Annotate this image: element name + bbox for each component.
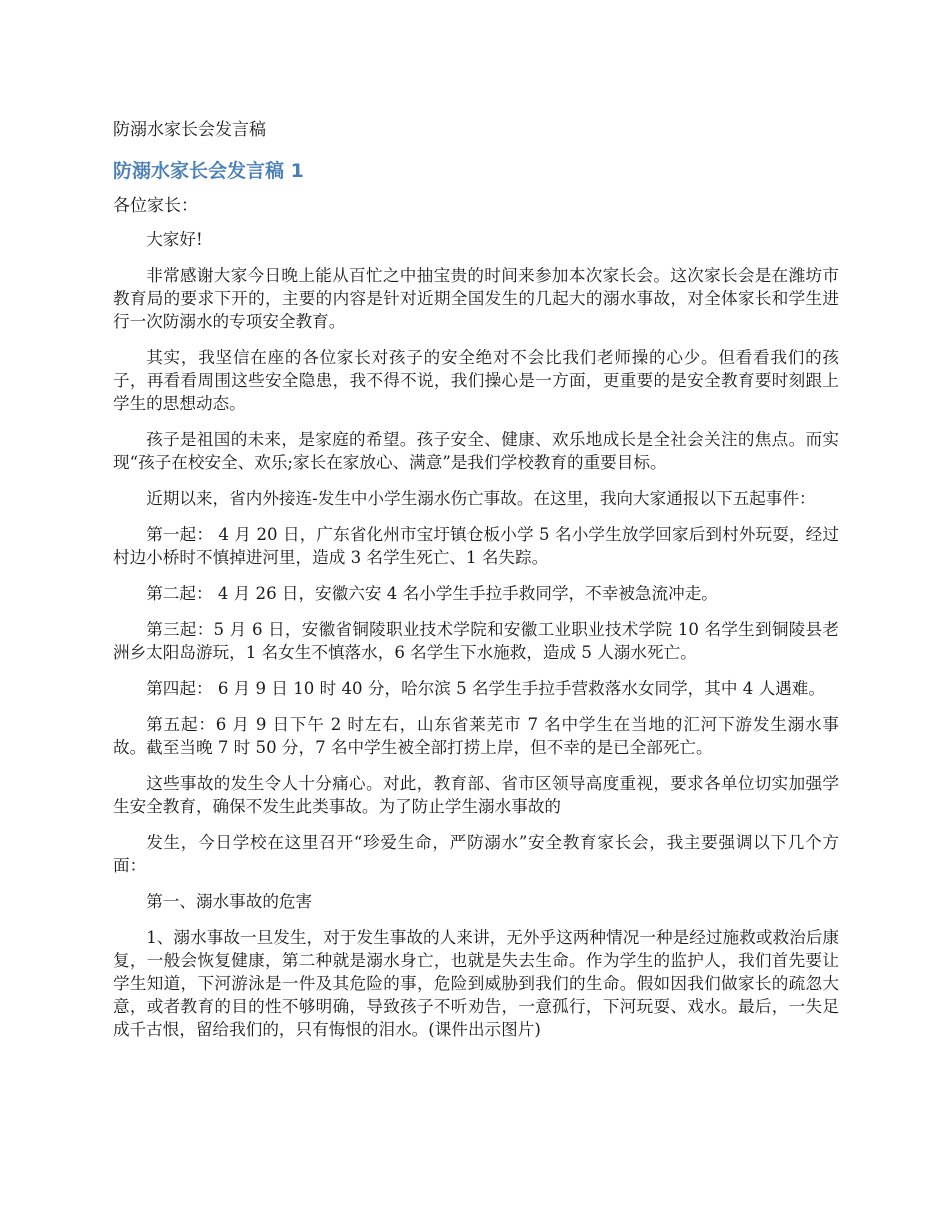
paragraph-meeting-purpose: 发生，今日学校在这里召开“珍爱生命，严防溺水”安全教育家长会，我主要强调以下几个方面：	[113, 833, 839, 875]
paragraph-future: 孩子是祖国的未来，是家庭的希望。孩子安全、健康、欢乐地成长是全社会关注的焦点。而实现“孩子在校安全、欢乐;家长在家放心、满意”是我们学校教育的重要目标。	[113, 430, 839, 472]
paragraph-response: 这些事故的发生令人十分痛心。对此，教育部、省市区领导高度重视，要求各单位切实加强学生安全教育，确保不发生此类事故。为了防止学生溺水事故的	[113, 774, 839, 816]
paragraph-event-4: 第四起： 6 月 9 日 10 时 40 分，哈尔滨 5 名学生手拉手营救落水女同学，其中 4 人遇难。	[146, 679, 825, 698]
paragraph-point-1-heading: 第一、溺水事故的危害	[146, 892, 313, 911]
paragraph-event-1: 第一起： 4 月 20 日，广东省化州市宝圩镇仓板小学 5 名小学生放学回家后到村外玩耍，经过村边小桥时不慎掉进河里，造成 3 名学生死亡、1 名失踪。	[113, 525, 839, 567]
paragraph-event-3: 第三起：5 月 6 日，安徽省铜陵职业技术学院和安徽工业职业技术学院 10 名学生到铜陵县老洲乡太阳岛游玩，1 名女生不慎落水，6 名学生下水施救，造成 5 人溺水死亡。	[113, 620, 839, 662]
paragraph-event-5: 第五起：6 月 9 日下午 2 时左右，山东省莱芜市 7 名中学生在当地的汇河下游发生溺水事故。截至当晚 7 时 50 分，7 名中学生被全部打捞上岸，但不幸的是已全部死亡。	[113, 715, 839, 757]
paragraph-event-2: 第二起： 4 月 26 日，安徽六安 4 名小学生手拉手救同学，不幸被急流冲走。	[146, 584, 718, 603]
paragraph-recent-events: 近期以来，省内外接连-发生中小学生溺水伤亡事故。在这里，我向大家通报以下五起事件：	[146, 489, 816, 508]
paragraph-point-1-body: 1、溺水事故一旦发生，对于发生事故的人来讲，无外乎这两种情况一种是经过施救或救治后康复，一般会恢复健康，第二种就是溺水身亡，也就是失去生命。作为学生的监护人，我们首先要让学生知道，下河游泳是一件及其危险的事，危险到威胁到我们的生命。假如因我们做家长的疏忽大意，或者教育的目的性不够明确，导致孩子不听劝告，一意孤行，下河玩耍、戏水。最后，一失足成千古恨，留给我们的，只有悔恨的泪水。(课件出示图片)	[113, 928, 839, 1039]
document-page	[113, 118, 839, 1054]
paragraph-greeting: 大家好!	[146, 230, 203, 249]
document-title: 防溺水家长会发言稿	[113, 120, 266, 140]
section-heading: 防溺水家长会发言稿 1	[113, 160, 304, 182]
paragraph-thanks: 非常感谢大家今日晚上能从百忙之中抽宝贵的时间来参加本次家长会。这次家长会是在潍坊市教育局的要求下开的，主要的内容是针对近期全国发生的几起大的溺水事故，对全体家长和学生进行一次防溺水的专项安全教育。	[113, 266, 839, 331]
salutation: 各位家长：	[113, 196, 198, 216]
paragraph-concern: 其实，我坚信在座的各位家长对孩子的安全绝对不会比我们老师操的心少。但看看我们的孩子，再看看周围这些安全隐患，我不得不说，我们操心是一方面，更重要的是安全教育要时刻跟上学生的思想动态。	[113, 348, 839, 413]
